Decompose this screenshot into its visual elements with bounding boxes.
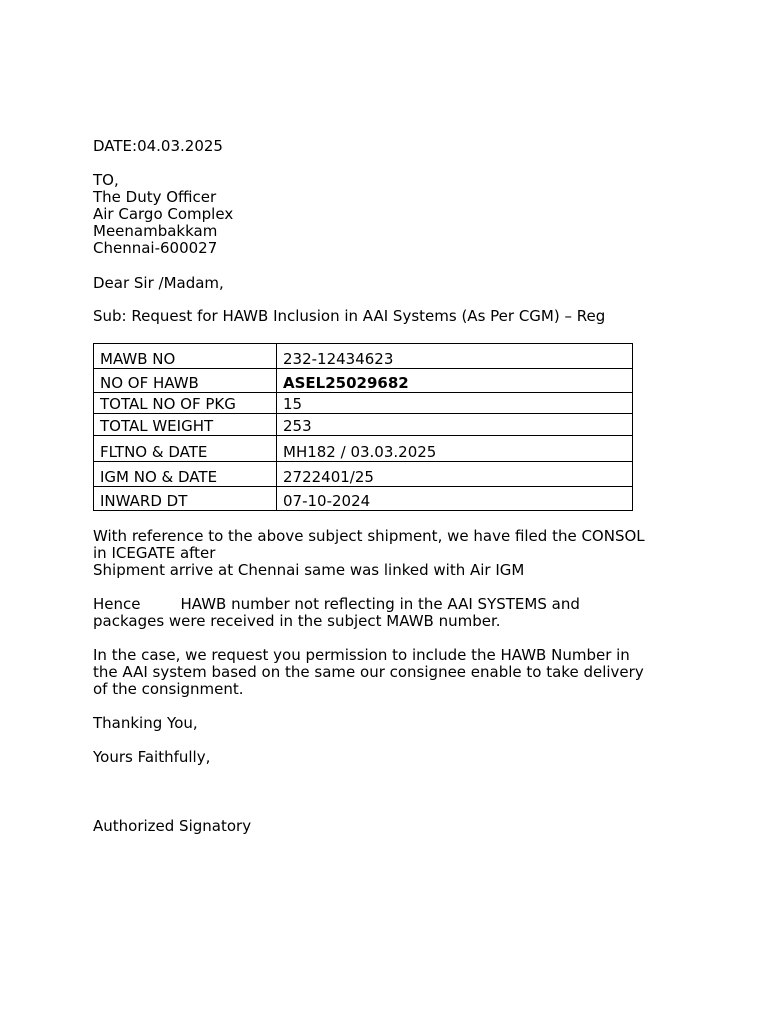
table-row [94,436,633,462]
shipment-details-table [93,343,633,511]
paragraph-line: the AAI system based on the same our consignee enable to take delivery [93,663,644,681]
salutation: Dear Sir /Madam, [93,274,224,292]
detail-label: NO OF HAWB [94,369,277,393]
detail-label: IGM NO & DATE [94,462,277,487]
detail-label: TOTAL NO OF PKG [94,393,277,414]
paragraph-line [93,596,580,613]
table-row [94,462,633,487]
table-row [94,369,633,393]
paragraph-line: With reference to the above subject shipment, we have filed the CONSOL [93,527,645,545]
paragraph-line: packages were received in the subject MAWB number. [93,612,501,630]
signatory-line: Authorized Signatory [93,817,252,835]
recipient-line: Chennai-600027 [93,239,218,257]
paragraph-line: of the consignment. [93,680,244,698]
recipient-line: TO, [93,171,119,189]
table-row [94,414,633,436]
recipient-line: Meenambakkam [93,222,218,240]
detail-value: 2722401/25 [277,462,633,487]
paragraph-line: In the case, we request you permission to include the HAWB Number in [93,646,630,664]
table-row [94,393,633,414]
letter-page [93,0,693,1024]
paragraph-reference [93,528,645,579]
letter-date: DATE:04.03.2025 [93,137,223,155]
detail-label: TOTAL WEIGHT [94,414,277,436]
paragraph-line: in ICEGATE after [93,544,216,562]
paragraph-hence [93,596,580,630]
recipient-line: Air Cargo Complex [93,205,234,223]
subject-line: Sub: Request for HAWB Inclusion in AAI Systems (As Per CGM) – Reg [93,307,606,325]
detail-value: 232-12434623 [277,344,633,369]
hence-word: Hence [93,595,141,613]
table-row [94,487,633,511]
detail-value: MH182 / 03.03.2025 [277,436,633,462]
detail-value: ASEL25029682 [277,369,633,393]
closing-line: Yours Faithfully, [93,748,211,766]
detail-value: 15 [277,393,633,414]
paragraph-request [93,647,644,698]
hence-rest: HAWB number not reflecting in the AAI SYSTEMS and [180,595,580,613]
detail-value: 07-10-2024 [277,487,633,511]
detail-value: 253 [277,414,633,436]
recipient-line: The Duty Officer [93,188,217,206]
recipient-address [93,172,233,257]
table-row [94,344,633,369]
thanks-line: Thanking You, [93,714,198,732]
detail-label: MAWB NO [94,344,277,369]
paragraph-line: Shipment arrive at Chennai same was linked with Air IGM [93,561,525,579]
detail-label: FLTNO & DATE [94,436,277,462]
detail-label: INWARD DT [94,487,277,511]
